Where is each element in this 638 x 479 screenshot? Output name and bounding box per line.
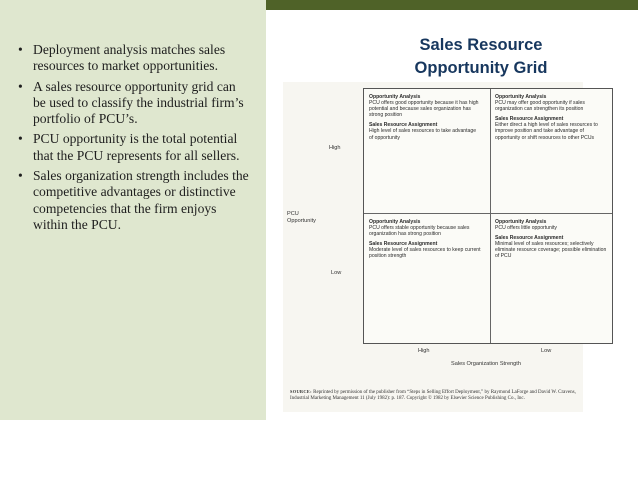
grid-cell-low-high [369,219,481,260]
bullet-text: PCU opportunity is the total potential that the PCU represents for all sellers. [33,131,240,163]
x-axis-low-label: Low [541,348,552,354]
bullet-item [18,79,250,128]
opportunity-grid-figure [283,82,607,412]
x-axis-high-label: High [418,348,430,354]
cell-heading: Sales Resource Assignment [369,122,438,129]
y-axis-title-line-2: Opportunity [287,218,316,224]
bullet-item [18,42,250,75]
bullet-list [18,42,250,237]
bullet-text: Sales organization strength includes the competitive advantages or distinctive competencies that the firm enjoys within the PCU. [33,168,249,232]
cell-text: PCU offers little opportunity [495,225,557,232]
grid-horizontal-divider [364,213,612,214]
cell-text: Moderate level of sales resources to keep current position strength [369,247,481,260]
cell-text: PCU may offer good opportunity if sales organization can strengthen its position [495,100,585,113]
cell-heading: Sales Resource Assignment [369,241,438,248]
cell-text: High level of sales resources to take advantage of opportunity [369,128,477,141]
cell-heading: Sales Resource Assignment [495,116,564,123]
bullet-item [18,131,250,164]
bullet-item [18,168,250,233]
accent-strip [266,0,638,10]
grid-cell-high-high [369,94,481,141]
bullet-text: Deployment analysis matches sales resources to market opportunities. [33,42,226,74]
y-axis-title-line-1: PCU [287,211,299,217]
grid-cell-high-low [495,94,607,141]
cell-heading: Opportunity Analysis [495,219,547,225]
source-label: SOURCE: [290,389,312,394]
slide-title-line-2: Opportunity Grid [414,59,548,77]
y-axis-low-label: Low [331,270,342,276]
cell-text: Minimal level of sales resources; selectively eliminate resource coverage; possible elimination of PCU [495,241,607,260]
grid-cell-low-low [495,219,607,260]
bullet-icon: • [18,78,23,94]
cell-text: PCU offers stable opportunity because sales organization has strong position [369,225,470,238]
cell-heading: Opportunity Analysis [495,94,547,100]
content-panel [0,0,266,420]
bullet-text: A sales resource opportunity grid can be used to classify the industrial firm’s portfolio of PCU’s. [33,78,244,127]
opportunity-grid [363,88,613,344]
bullet-icon: • [18,42,23,57]
cell-text: Either direct a high level of sales resources to improve position and take advantage of opportunity or shift resources to other PCUs [495,122,598,141]
y-axis-high-label: High [329,145,341,151]
cell-text: PCU offers good opportunity because it has high potential and because sales organization has strong position [369,100,479,119]
cell-heading: Opportunity Analysis [369,219,421,225]
bullet-icon: • [18,131,23,147]
grid-vertical-divider [490,89,491,343]
cell-heading: Opportunity Analysis [369,94,421,100]
source-citation [290,389,580,402]
x-axis-title: Sales Organization Strength [451,361,521,367]
source-text: Reprinted by permission of the publisher from “Steps in Selling Effort Deployment,” by Raymond LaForge and David W. Cravens, Industrial Marketing Management 11 (July 1982): p. 187. Copyright © 1982 by Elsevier Science Publishing Co., Inc. [290,390,576,402]
cell-heading: Sales Resource Assignment [495,235,564,242]
slide-title-line-1: Sales Resource [419,36,543,54]
slide-title [383,34,579,80]
bullet-icon: • [18,168,23,184]
